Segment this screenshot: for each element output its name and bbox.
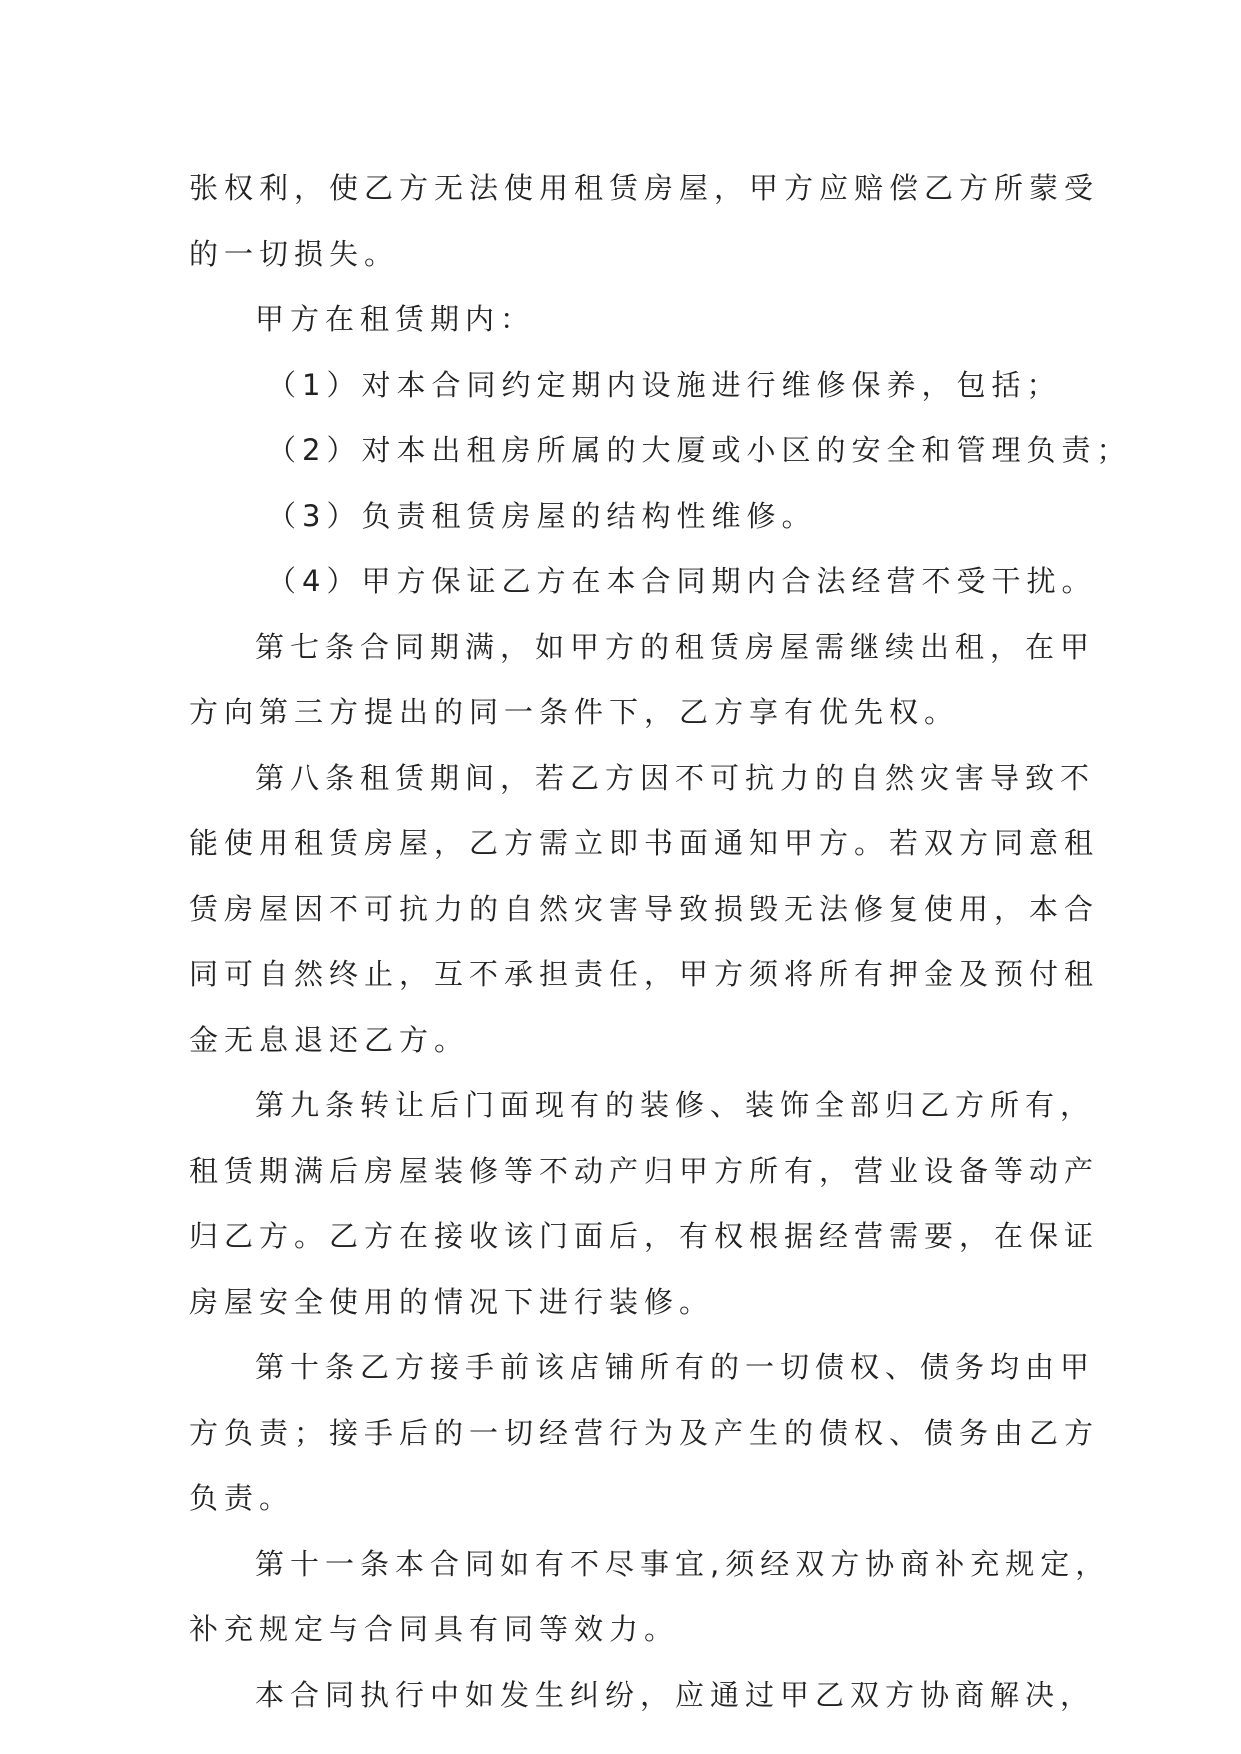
- text-line: 房屋安全使用的情况下进行装修。: [189, 1284, 715, 1319]
- text-line: 甲方在租赁期内：: [255, 302, 536, 336]
- text-line: 金无息退还乙方。: [189, 1022, 470, 1057]
- text-line: 能使用租赁房屋，乙方需立即书面通知甲方。若双方同意租: [189, 826, 1100, 860]
- text-line: 第十条乙方接手前该店铺所有的一切债权、债务均由甲: [255, 1350, 1096, 1384]
- text-line: 的一切损失。: [189, 236, 400, 271]
- text-line: （1）对本合同约定期内设施进行维修保养，包括；: [267, 367, 1062, 402]
- text-line: 方负责；接手后的一切经营行为及产生的债权、债务由乙方: [189, 1415, 1100, 1450]
- text-line: （4）甲方保证乙方在本合同期内合法经营不受干扰。: [267, 564, 1097, 598]
- text-line: 租赁期满后房屋装修等不动产归甲方所有，营业设备等动产: [189, 1153, 1100, 1188]
- text-line: 第七条合同期满，如甲方的租赁房屋需继续出租，在甲: [255, 629, 1096, 664]
- text-line: 归乙方。乙方在接收该门面后，有权根据经营需要，在保证: [189, 1219, 1100, 1253]
- text-line: （2）对本出租房所属的大厦或小区的安全和管理负责；: [267, 433, 1132, 467]
- text-line: 第八条租赁期间，若乙方因不可抗力的自然灾害导致不: [255, 760, 1096, 795]
- text-line: 赁房屋因不可抗力的自然灾害导致损毁无法修复使用，本合: [189, 891, 1100, 926]
- text-line: 第九条转让后门面现有的装修、装饰全部归乙方所有，: [255, 1088, 1096, 1122]
- contract-text: [189, 156, 1132, 1728]
- text-line: 负责。: [189, 1481, 295, 1515]
- text-line: 同可自然终止，互不承担责任，甲方须将所有押金及预付租: [189, 957, 1100, 991]
- text-line: 第十一条本合同如有不尽事宜,须经双方协商补充规定，: [255, 1546, 1111, 1581]
- text-line: 补充规定与合同具有同等效力。: [189, 1612, 680, 1646]
- text-line: （3）负责租赁房屋的结构性维修。: [267, 498, 817, 533]
- text-line: 张权利，使乙方无法使用租赁房屋，甲方应赔偿乙方所蒙受: [189, 171, 1100, 205]
- text-line: 方向第三方提出的同一条件下，乙方享有优先权。: [189, 695, 960, 729]
- text-line: 本合同执行中如发生纠纷，应通过甲乙双方协商解决，: [255, 1677, 1096, 1712]
